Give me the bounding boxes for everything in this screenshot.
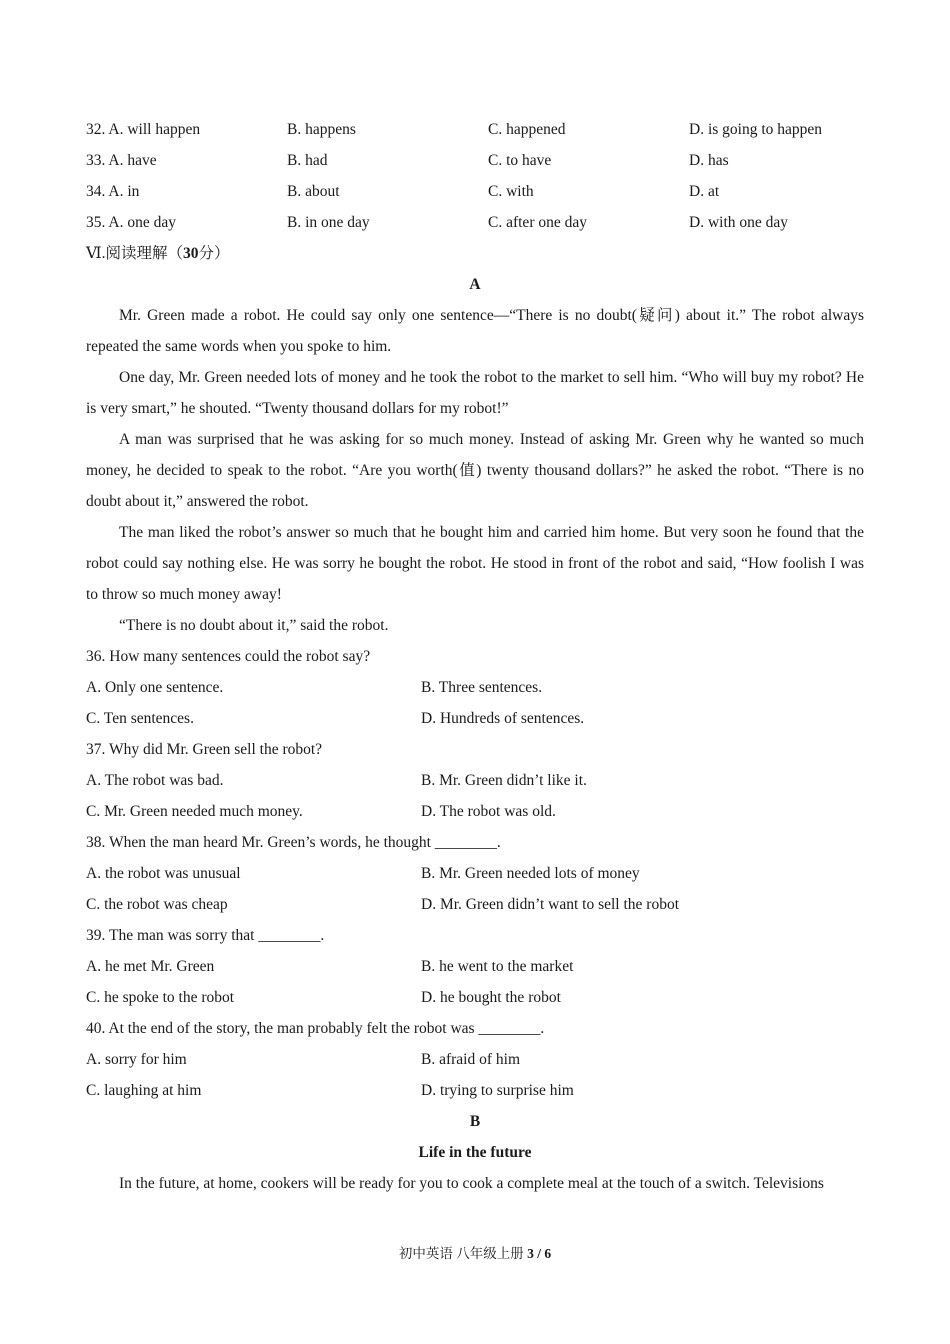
option-d: D. he bought the robot [421,989,561,1006]
option-a: A. he met Mr. Green [86,958,215,975]
option-c: C. Ten sentences. [86,710,194,727]
question-36-stem: 36. How many sentences could the robot say? [86,648,371,665]
passage-a-paragraph-2: One day, Mr. Green needed lots of money and he took the robot to the market to sell him. “Who will buy my robot? He is very smart,” he shouted. “Twenty thousand dollars for my robot!” [86,369,864,417]
question-40-stem: 40. At the end of the story, the man probably felt the robot was ________. [86,1020,545,1037]
option-b: B. Mr. Green needed lots of money [421,865,640,882]
mc-row-34 [86,176,864,207]
question-38-stem: 38. When the man heard Mr. Green’s words, he thought ________. [86,834,501,851]
question-38-options-cd [86,889,864,920]
question-39-options-cd [86,982,864,1013]
option-c: C. happened [488,121,566,138]
passage-b-label: B [469,1113,481,1130]
question-39-stem: 39. The man was sorry that ________. [86,927,325,944]
passage-a-paragraph-3: A man was surprised that he was asking for so much money. Instead of asking Mr. Green why he wanted so much money, he decided to speak to the robot. “Are you worth(值) twenty thousand dollars?” he asked the robot. “There is no doubt about it,” answered the robot. [86,431,864,510]
passage-a-paragraph-4: The man liked the robot’s answer so much that he bought him and carried him home. But very soon he found that the robot could say nothing else. He was sorry he bought the robot. He stood in front of the robot and said, “How foolish I was to throw so much money away! [86,524,864,603]
option-b: B. afraid of him [421,1051,521,1068]
section-unit: 分） [198,245,230,262]
option-c: C. to have [488,152,552,169]
option-d: D. Hundreds of sentences. [421,710,585,727]
question-40-options-cd [86,1075,864,1106]
option-c: C. with [488,183,534,200]
question-40-options-ab [86,1044,864,1075]
option-b: B. he went to the market [421,958,574,975]
question-37-options-cd [86,796,864,827]
passage-b-title: Life in the future [418,1144,532,1161]
option-a: A. The robot was bad. [86,772,224,789]
question-38-options-ab [86,858,864,889]
footer-text: 初中英语 八年级上册 [398,1246,528,1261]
worksheet-page [86,114,864,1199]
question-36-options-ab [86,672,864,703]
option-a: 34. A. in [86,183,140,200]
mc-row-35 [86,207,864,238]
option-b: B. Mr. Green didn’t like it. [421,772,587,789]
option-d: D. The robot was old. [421,803,556,820]
option-b: B. had [287,152,328,169]
passage-b-first-line: In the future, at home, cookers will be ready for you to cook a complete meal at the touch of a switch. Televisions [119,1175,824,1192]
passage-a-title: A [469,276,481,293]
section-score: 30 [182,245,199,262]
option-d: D. has [689,152,729,169]
option-b: B. about [287,183,340,200]
option-b: B. Three sentences. [421,679,543,696]
option-c: C. the robot was cheap [86,896,228,913]
question-39-options-ab [86,951,864,982]
option-a: 32. A. will happen [86,121,201,138]
option-c: C. laughing at him [86,1082,202,1099]
page-number: 3 / 6 [527,1246,552,1261]
section-label: Ⅵ.阅读理解（ [86,245,183,262]
mc-row-32 [86,114,864,145]
section-heading [86,238,864,269]
option-b: B. happens [287,121,356,138]
option-c: C. Mr. Green needed much money. [86,803,303,820]
question-37-stem: 37. Why did Mr. Green sell the robot? [86,741,323,758]
option-c: C. he spoke to the robot [86,989,235,1006]
question-36-options-cd [86,703,864,734]
option-d: D. Mr. Green didn’t want to sell the robot [421,896,680,913]
option-b: B. in one day [287,214,370,231]
option-a: A. the robot was unusual [86,865,241,882]
mc-row-33 [86,145,864,176]
option-c: C. after one day [488,214,587,231]
passage-a-paragraph-5: “There is no doubt about it,” said the robot. [119,617,389,634]
option-d: D. with one day [689,214,789,231]
option-a: 35. A. one day [86,214,176,231]
option-a: A. sorry for him [86,1051,187,1068]
option-d: D. trying to surprise him [421,1082,574,1099]
option-a: 33. A. have [86,152,157,169]
question-37-options-ab [86,765,864,796]
option-d: D. at [689,183,720,200]
option-a: A. Only one sentence. [86,679,224,696]
option-d: D. is going to happen [689,121,823,138]
passage-a-paragraph-1: Mr. Green made a robot. He could say only one sentence—“There is no doubt(疑问) about it.” The robot always repeated the same words when you spoke to him. [86,307,864,355]
page-footer [0,1244,950,1264]
